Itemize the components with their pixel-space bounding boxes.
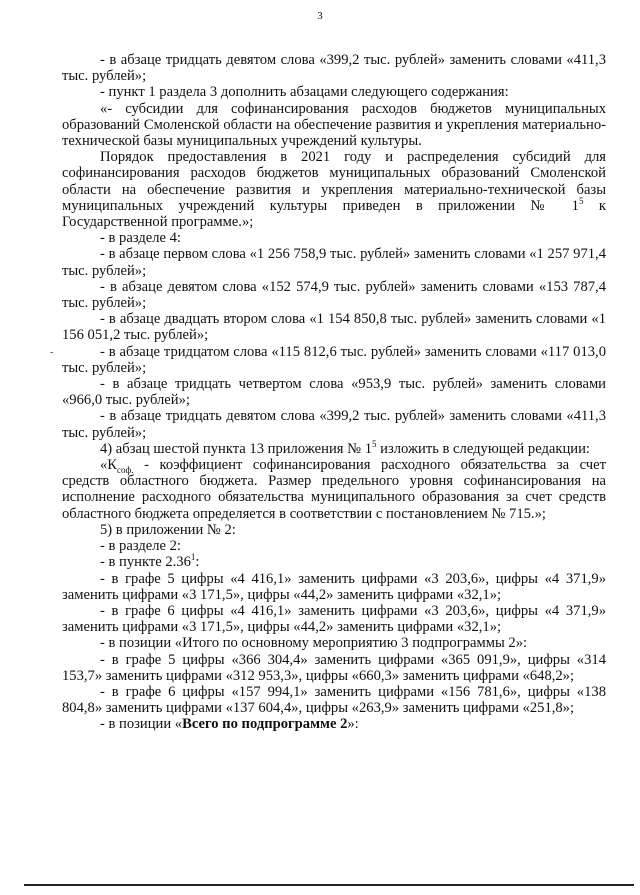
paragraph: - в графе 5 цифры «366 304,4» заменить цифрами «365 091,9», цифры «314 153,7» заменить цифрами «312 953,3», цифры «660,3» заменить цифрами «648,2»; (62, 651, 606, 684)
paragraph (62, 441, 606, 457)
paragraph: - в разделе 4: (100, 230, 181, 247)
paragraph: - в абзаце двадцать втором слова «1 154 850,8 тыс. рублей» заменить словами «1 156 051,2 тыс. рублей»; (62, 311, 606, 344)
paragraph: - в разделе 2: (100, 538, 181, 555)
paragraph: - в абзаце первом слова «1 256 758,9 тыс. рублей» заменить словами «1 257 971,4 тыс. рублей»; (62, 246, 606, 279)
paragraph: - в графе 5 цифры «4 416,1» заменить цифрами «3 203,6», цифры «4 371,9» заменить цифрами «3 171,5», цифры «44,2» заменить цифрами «32,1»; (62, 570, 606, 603)
paragraph-text: 4) абзац шестой пункта 13 приложения № 1 (100, 440, 372, 457)
paragraph: - в абзаце девятом слова «152 574,9 тыс. рублей» заменить словами «153 787,4 тыс. рублей»; (62, 278, 606, 312)
paragraph: - в абзаце тридцать девятом слова «399,2 тыс. рублей» заменить словами «411,3 тыс. рублей»; (62, 52, 606, 85)
paragraph-text: - в пункте 2.36 (100, 554, 191, 571)
paragraph (62, 149, 606, 230)
superscript: 5 (372, 439, 377, 450)
paragraph-text: Порядок предоставления в 2021 году и распределения субсидий для софинансирования расходов бюджетов муниципальных образований Смоленской области на обеспечение развития и укрепления материально-технической базы муниципальных учреждений культуры приведен в приложении № 1 (62, 149, 606, 214)
bold-text: Всего по подпрограмме 2 (182, 716, 348, 733)
paragraph: - в абзаце тридцать четвертом слова «953,9 тыс. рублей» заменить словами «966,0 тыс. рублей»; (62, 376, 606, 409)
superscript: 5 (578, 195, 584, 206)
paragraph: - в абзаце тридцать девятом слова «399,2 тыс. рублей» заменить словами «411,3 тыс. рублей»; (62, 408, 606, 441)
paragraph: - в графе 6 цифры «157 994,1» заменить цифрами «156 781,6», цифры «138 804,8» заменить цифрами «137 604,4», цифры «263,9» заменить цифрами «251,8»; (62, 683, 606, 717)
paragraph: - пункт 1 раздела 3 дополнить абзацами следующего содержания: (100, 84, 509, 101)
superscript: 1 (190, 552, 196, 563)
paragraph-text: : (195, 554, 200, 571)
paragraph (62, 716, 606, 732)
paragraph: - в абзаце тридцатом слова «115 812,6 тыс. рублей» заменить словами «117 013,0 тыс. рублей»; (62, 343, 606, 376)
paragraph-text: - коэффициент софинансирования расходного обязательства за счет средств областного бюджета. Размер предельного уровня софинансирования на исполнение расходного обязательства муниципального образования за счет средств областного бюджета определяется в соответствии с постановлением № 715.»; (62, 457, 606, 522)
paragraph (62, 554, 606, 570)
paragraph-text: »: (347, 716, 359, 733)
stray-mark: - (50, 347, 54, 358)
paragraph-text: - в позиции « (100, 716, 183, 733)
paragraph-text: изложить в следующей редакции: (376, 440, 590, 457)
paragraph: - в графе 6 цифры «4 416,1» заменить цифрами «3 203,6», цифры «4 371,9» заменить цифрами «3 171,5», цифры «44,2» заменить цифрами «32,1»; (62, 602, 606, 636)
page-number: 3 (317, 10, 323, 22)
document-body (62, 52, 606, 733)
paragraph: - в позиции «Итого по основному мероприятию 3 подпрограммы 2»: (100, 635, 528, 652)
paragraph: 5) в приложении № 2: (100, 521, 236, 538)
paragraph: «- субсидии для софинансирования расходов бюджетов муниципальных образований Смоленской области на обеспечение развития и укрепления материально-технической базы муниципальных учреждений культуры. (62, 100, 606, 150)
subscript: соф. (117, 464, 134, 475)
paragraph (62, 457, 606, 522)
paragraph-text: «К (100, 457, 118, 474)
bottom-rule (24, 884, 634, 886)
paragraph-text: к Государственной программе.»; (62, 197, 606, 231)
